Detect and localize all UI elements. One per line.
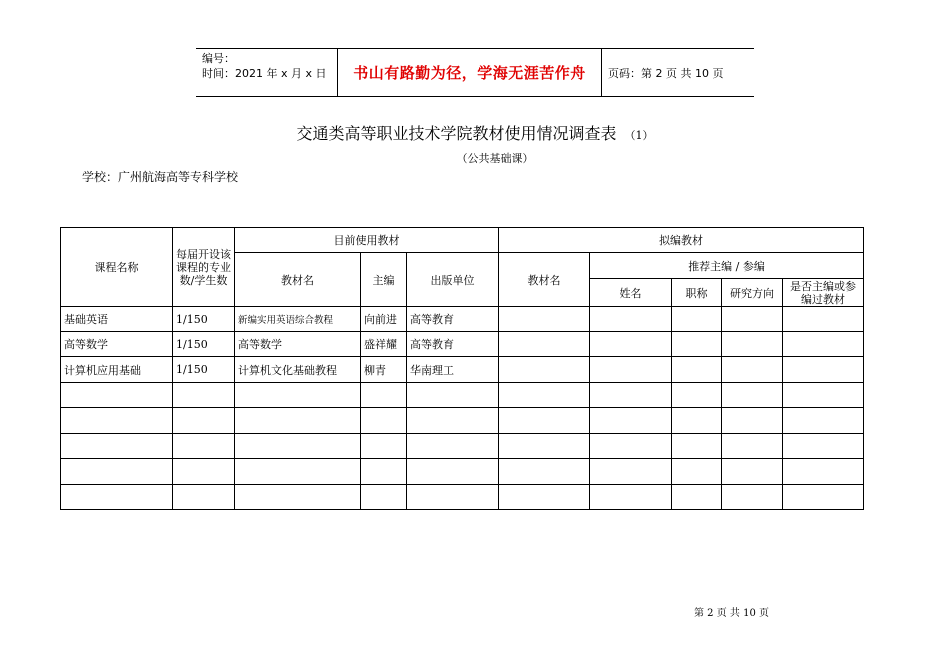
header-divider [601,49,602,96]
course-cell: 基础英语 [61,307,173,332]
document-title [0,121,950,144]
publisher-cell: 高等教育 [407,332,499,357]
header-page-info: 页码：第 2 页 共 10 页 [608,66,724,80]
empty-cell [722,485,783,510]
empty-cell [499,408,590,434]
empty-cell [672,459,722,485]
header-majors-students: 每届开设该课程的专业数/学生数 [173,228,235,307]
header-motto: 书山有路勤为径，学海无涯苦作舟 [353,64,586,82]
empty-cell [173,485,235,510]
empty-cell [783,383,864,408]
empty-cell [407,459,499,485]
empty-cell [407,485,499,510]
table-row [61,307,864,332]
empty-cell [235,408,361,434]
empty-cell [590,408,672,434]
empty-cell [590,485,672,510]
header-chief-editor: 主编 [361,253,407,307]
empty-cell [499,357,590,383]
header-current-materials: 目前使用教材 [235,228,499,253]
empty-cell [499,332,590,357]
textbook-cell: 新编实用英语综合教程 [235,307,361,332]
empty-cell [722,332,783,357]
header-title: 职称 [672,279,722,307]
empty-cell [783,485,864,510]
empty-cell [722,307,783,332]
empty-cell [722,434,783,459]
empty-cell [783,332,864,357]
time-label: 时间：2021 年 x 月 x 日 [202,67,327,80]
empty-cell [783,434,864,459]
document-subtitle: （公共基础课） [456,152,534,165]
empty-cell [499,459,590,485]
empty-cell [235,485,361,510]
header-person-name: 姓名 [590,279,672,307]
empty-cell [672,357,722,383]
empty-cell [499,307,590,332]
empty-cell [361,459,407,485]
header-recommended-editors: 推荐主编 / 参编 [590,253,864,279]
header-course-name: 课程名称 [61,228,173,307]
header-publisher: 出版单位 [407,253,499,307]
table-row [61,383,864,408]
textbook-cell: 计算机文化基础教程 [235,357,361,383]
empty-cell [361,434,407,459]
empty-cell [722,408,783,434]
empty-cell [672,434,722,459]
empty-cell [61,383,173,408]
survey-table [60,227,864,510]
editor-cell: 柳青 [361,357,407,383]
empty-cell [722,459,783,485]
header-planned-textbook-name: 教材名 [499,253,590,307]
empty-cell [783,357,864,383]
empty-cell [361,408,407,434]
table-row [61,332,864,357]
empty-cell [61,434,173,459]
empty-cell [61,459,173,485]
empty-cell [590,307,672,332]
empty-cell [722,357,783,383]
empty-cell [783,408,864,434]
empty-cell [61,408,173,434]
empty-cell [672,307,722,332]
empty-cell [173,434,235,459]
course-cell: 高等数学 [61,332,173,357]
textbook-cell: 高等数学 [235,332,361,357]
page-header [196,48,754,97]
empty-cell [672,485,722,510]
header-has-edited: 是否主编或参编过教材 [783,279,864,307]
empty-cell [407,383,499,408]
empty-cell [173,383,235,408]
table-row [61,408,864,434]
title-number: （1） [624,129,654,142]
count-cell: 1/150 [173,332,235,357]
empty-cell [235,459,361,485]
table-row [61,434,864,459]
empty-cell [235,383,361,408]
empty-cell [407,408,499,434]
empty-cell [590,459,672,485]
empty-cell [672,332,722,357]
empty-cell [499,383,590,408]
publisher-cell: 高等教育 [407,307,499,332]
empty-cell [235,434,361,459]
empty-cell [722,383,783,408]
empty-cell [407,434,499,459]
empty-cell [590,383,672,408]
header-research: 研究方向 [722,279,783,307]
page-footer: 第 2 页 共 10 页 [694,608,769,619]
empty-cell [61,485,173,510]
empty-cell [672,383,722,408]
empty-cell [672,408,722,434]
title-text: 交通类高等职业技术学院教材使用情况调查表 [296,124,617,143]
header-meta [202,51,327,81]
header-textbook-name: 教材名 [235,253,361,307]
empty-cell [361,485,407,510]
empty-cell [173,459,235,485]
table-row [61,459,864,485]
publisher-cell: 华南理工 [407,357,499,383]
table-row [61,485,864,510]
school-label: 学校：广州航海高等专科学校 [82,170,239,184]
empty-cell [783,459,864,485]
count-cell: 1/150 [173,307,235,332]
course-cell: 计算机应用基础 [61,357,173,383]
table-row [61,357,864,383]
empty-cell [590,434,672,459]
empty-cell [173,408,235,434]
empty-cell [361,383,407,408]
empty-cell [499,485,590,510]
code-label: 编号： [202,52,235,65]
empty-cell [590,357,672,383]
empty-cell [783,307,864,332]
count-cell: 1/150 [173,357,235,383]
header-planned-materials: 拟编教材 [499,228,864,253]
editor-cell: 向前进 [361,307,407,332]
empty-cell [499,434,590,459]
editor-cell: 盛祥耀 [361,332,407,357]
empty-cell [590,332,672,357]
